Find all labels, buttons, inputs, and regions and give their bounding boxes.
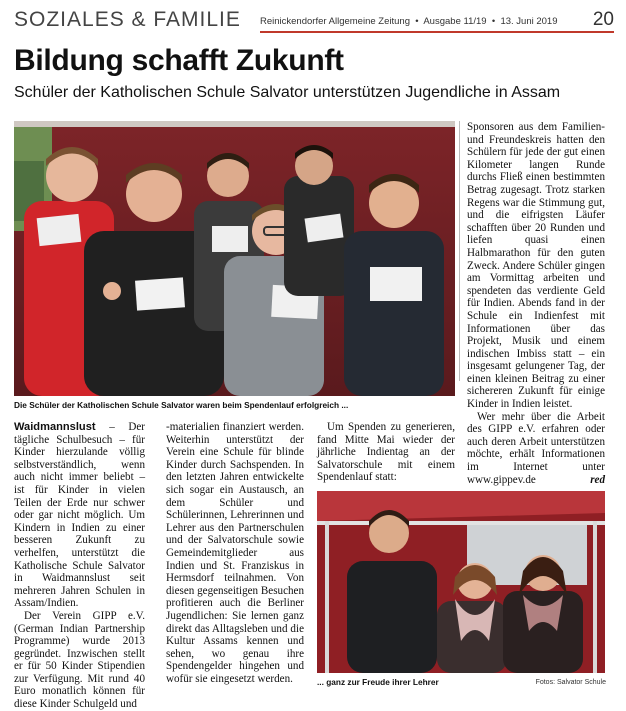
photo2-caption: ... ganz zur Freude ihrer Lehrer [317, 677, 439, 687]
paragraph-exchange: -materialien finanziert werden. Weiterhin unterstützt der Verein eine Schule für blinde Kinder durch Sachspenden. In den letzten Jahren entwickelte sich sogar ein Austausch, an dem Schüler und Schülerinnen, Lehrerinnen und Lehrer aus den Partnerschulen und der Salvatorschule sowie Gemeindemitglieder aus Indien und St. Franziskus in Hermsdorf teilnahmen. Von diesen gegenseitigen Besuchen profitieren auch die Berliner Jugendlichen: Sie lernen ganz direkt das Alltagsleben und die Kultur Assams kennen und sehen, wo genau ihre Spendengelder hingehen und wofür sie eingesetzt werden. [166, 421, 305, 685]
students-photo [14, 121, 455, 396]
article-column-3 [317, 421, 455, 484]
header-rule [260, 31, 614, 33]
teachers-photo [317, 491, 605, 673]
article-column-4 [467, 121, 605, 486]
photo1-caption: Die Schüler der Katholischen Schule Salvator waren beim Spendenlauf erfolgreich ... [14, 400, 349, 410]
paragraph-gipp: Der Verein GIPP e.V. (German Indian Partnership Programme) wurde 2013 gegründet. Inzwischen stellt er für 50 Kinder Stipendien zur Verfügung. Mit rund 40 Euro monatlich können für diese Kinder Schulgeld und [14, 609, 145, 711]
issue-date: 13. Juni 2019 [500, 16, 558, 27]
dateline: Waidmannslust [14, 421, 96, 433]
more-info-text: Wer mehr über die Arbeit des GIPP e.V. erfahren oder auch deren Arbeit unterstützen möchte, erhält Informationen im Internet unter www.gippev.de [467, 410, 605, 486]
article-column-1 [14, 421, 145, 711]
page-header [14, 8, 614, 32]
paragraph-more-info [467, 411, 605, 487]
publication-name: Reinickendorfer Allgemeine Zeitung [260, 16, 410, 27]
article-column-2 [166, 421, 304, 685]
section-title: SOZIALES & FAMILIE [14, 8, 241, 31]
paragraph-sponsors: Sponsoren aus dem Familien- und Freundeskreis hatten den Schülern für jede der gut einen Kilometer langen Runde durchs Fließ einen bestimmten Betrag zugesagt. Trotz starken Regens war die Stimmung gut, und die eifrigsten Läufer schafften über 20 Runden und liefen quasi einen Halbmarathon für den guten Zweck. Andere Schüler gingen am Vormittag arbeiten und spendeten das verdiente Geld für Indien. Abends fand in der Schule ein Indienfest mit Informationen über das Projekt, Musik und einem indischen Imbiss statt – ein insgesamt gelungener Tag, der einen kleinen Beitrag zu einer sichereren Zukunft für einige Kinder in Indien leistet. [467, 121, 605, 411]
page-number: 20 [592, 9, 614, 30]
issue-info: Reinickendorfer Allgemeine Zeitung • Ausgabe 11/19 • 13. Juni 2019 [260, 16, 558, 27]
subheadline: Schüler der Katholischen Schule Salvator unterstützen Jugendliche in Assam [14, 84, 561, 101]
paragraph-indientag: Um Spenden zu generieren, fand Mitte Mai wieder der jährliche Indientag an der Salvatorschule mit einem Spendenlauf statt: [317, 421, 455, 484]
paragraph-intro: – Der tägliche Schulbesuch – für Kinder hierzulande völlig selbstverständlich, wenn auch nicht immer beliebt – ist für Kinder in vielen Teilen der Erde nur schwer oder gar nicht möglich. Um Kindern in Indien zu einer besseren Zukunft zu verhelfen, unterstützt die Katholische Schule Salvator in Waidmannslust seit mehreren Jahren Schulen in Assam/Indien. [14, 421, 145, 610]
photo-credit: Fotos: Salvator Schule [535, 679, 606, 686]
headline: Bildung schafft Zukunft [14, 44, 344, 77]
issue-number: Ausgabe 11/19 [423, 16, 487, 27]
author-signature: red [590, 473, 605, 486]
column-divider-1 [459, 121, 460, 381]
